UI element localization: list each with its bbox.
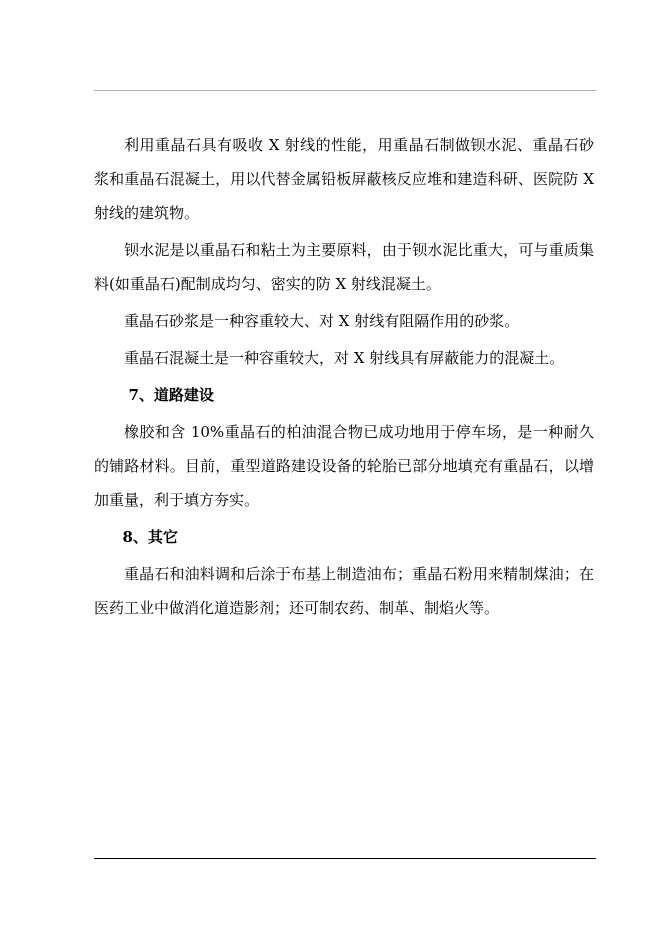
paragraph-barite-mortar: 重晶石砂浆是一种容重较大、对 X 射线有阻隔作用的砂浆。 <box>124 312 520 330</box>
section-heading-road: 7、道路建设 <box>128 386 214 404</box>
section-heading-other: 8、其它 <box>122 528 178 546</box>
paragraph-barite-concrete: 重晶石混凝土是一种容重较大，对 X 射线具有屏蔽能力的混凝土。 <box>124 349 565 367</box>
paragraph-barite-radiation: 利用重晶石具有吸收 X 射线的性能，用重晶石制做钡水泥、重晶石砂浆和重晶石混凝土，用以代替金属铅板屏蔽核反应堆和建造科研、医院防 X 射线的建筑物。 <box>94 136 594 222</box>
paragraph-barium-cement: 钡水泥是以重晶石和粘土为主要原料，由于钡水泥比重大，可与重质集料(如重晶石)配制成均匀、密实的防 X 射线混凝土。 <box>94 241 594 293</box>
header-rule <box>94 90 596 91</box>
paragraph-road-construction: 橡胶和含 10%重晶石的柏油混合物已成功地用于停车场，是一种耐久的铺路材料。目前，重型道路建设设备的轮胎已部分地填充有重晶石，以增加重量，利于填方夯实。 <box>94 423 594 509</box>
footer-rule <box>94 858 596 859</box>
document-body <box>94 128 594 628</box>
paragraph-other-uses: 重晶石和油料调和后涂于布基上制造油布；重晶石粉用来精制煤油；在医药工业中做消化道造影剂；还可制农药、制革、制焰火等。 <box>94 565 594 617</box>
